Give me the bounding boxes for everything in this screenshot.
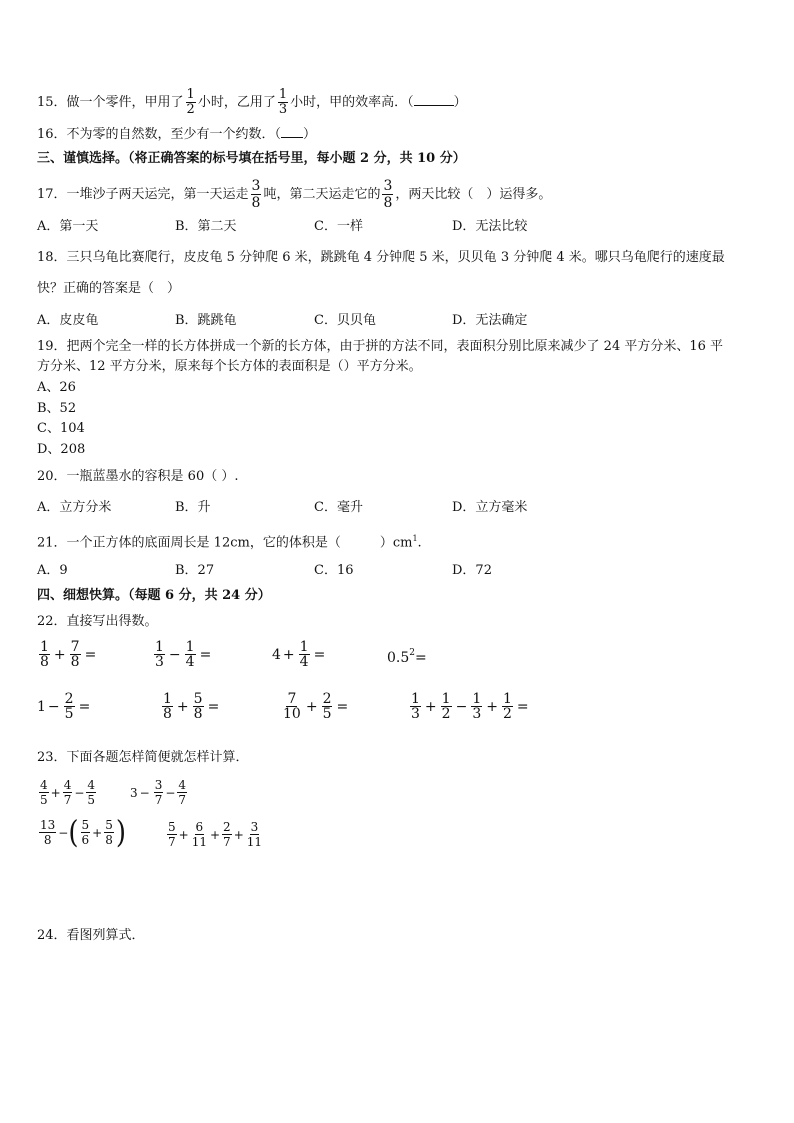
- option-a: A、26: [37, 380, 76, 395]
- answer-blank[interactable]: [281, 125, 303, 138]
- option-d: D．无法比较: [452, 219, 528, 234]
- option-c: C、104: [37, 421, 85, 436]
- option-a: A．9: [37, 563, 68, 578]
- question-22-title: 22．直接写出得数。: [37, 614, 158, 629]
- question-20: 20．一瓶蓝墨水的容积是 60（ ）.: [37, 469, 239, 484]
- option-c: C．贝贝龟: [314, 313, 376, 328]
- option-b: B、52: [37, 401, 77, 416]
- option-a: A．皮皮龟: [37, 313, 99, 328]
- question-23-title: 23．下面各题怎样简便就怎样计算．: [37, 750, 249, 765]
- fraction-3-8: $\frac{3}{8}$: [251, 178, 261, 211]
- expression: $\frac{1}{8}$ + $\frac{5}{8}$ =: [163, 691, 220, 722]
- question-18-line1: 18．三只乌龟比赛爬行，皮皮龟 5 分钟爬 6 米，跳跳龟 4 分钟爬 5 米，贝贝龟 3 分钟爬 4 米。哪只乌龟爬行的速度最: [37, 250, 725, 265]
- option-d: D．72: [452, 563, 492, 578]
- expression: 0.5 $^2$ =: [387, 648, 427, 666]
- option-d: D、208: [37, 442, 86, 457]
- expression: $\frac{1}{3}$ + $\frac{1}{2}$ − $\frac{1}{3}$ + $\frac{1}{2}$ =: [411, 691, 529, 722]
- option-c: C．一样: [314, 219, 363, 234]
- option-c: C．16: [314, 563, 354, 578]
- expression: $\frac{1}{8}$ + $\frac{7}{8}$ =: [40, 639, 97, 670]
- option-d: D．无法确定: [452, 313, 528, 328]
- answer-blank[interactable]: [414, 93, 454, 106]
- fraction-1-2: $\frac{1}{2}$: [186, 87, 195, 117]
- option-b: B．第二天: [175, 219, 237, 234]
- option-b: B．升: [175, 500, 211, 515]
- expression: 4 + $\frac{1}{4}$ =: [272, 639, 326, 670]
- expression: $\frac{1}{3}$ − $\frac{1}{4}$ =: [155, 639, 212, 670]
- expression: $\frac{7}{10}$ + $\frac{2}{5}$ =: [283, 691, 349, 722]
- option-b: B．跳跳龟: [175, 313, 237, 328]
- option-b: B．27: [175, 563, 215, 578]
- expression: $\frac{13}{8}$ − ( $\frac{5}{6}$ + $\frac{5}{8}$ ): [40, 814, 126, 851]
- expression: $\frac{4}{5}$ + $\frac{4}{7}$ − $\frac{4}{5}$: [40, 778, 96, 807]
- option-a: A．立方分米: [37, 500, 112, 515]
- section-4-heading: 四、细想快算。（每题 6 分，共 24 分）: [37, 588, 271, 603]
- option-a: A．第一天: [37, 219, 99, 234]
- question-15: 15．做一个零件，甲用了 $\frac{1}{2}$ 小时，乙用了 $\frac{1}{3}$ 小时，甲的效率高．（ ）: [37, 87, 467, 117]
- question-19-line1: 19．把两个完全一样的长方体拼成一个新的长方体，由于拼的方法不同，表面积分别比原来减少了 24 平方分米、16 平: [37, 339, 724, 354]
- question-18-line2: 快？正确的答案是（ ）: [37, 281, 181, 296]
- option-d: D．立方毫米: [452, 500, 528, 515]
- fraction-1-3: $\frac{1}{3}$: [278, 87, 288, 117]
- question-17: 17．一堆沙子两天运完，第一天运走 $\frac{3}{8}$ 吨，第二天运走它的 $\frac{3}{8}$ ，两天比较（ ）运得多。: [37, 178, 552, 211]
- question-21: 21．一个正方体的底面周长是 12cm，它的体积是（ ）$cm^1$.: [37, 534, 422, 551]
- expression: $\frac{5}{7}$ + $\frac{6}{11}$ + $\frac{2}{7}$ + $\frac{3}{11}$: [168, 820, 263, 849]
- expression: 3 − $\frac{3}{7}$ − $\frac{4}{7}$: [130, 778, 187, 807]
- option-c: C．毫升: [314, 500, 363, 515]
- section-3-heading: 三、谨慎选择。（将正确答案的标号填在括号里，每小题 2 分，共 10 分）: [37, 151, 466, 166]
- expression: 1 − $\frac{2}{5}$ =: [37, 691, 91, 722]
- fraction-3-8: $\frac{3}{8}$: [383, 178, 393, 211]
- question-24-title: 24．看图列算式．: [37, 928, 145, 943]
- question-19-line2: 方分米、12 平方分米，原来每个长方体的表面积是（）平方分米。: [37, 359, 422, 374]
- question-16: 16．不为零的自然数，至少有一个约数．（ ）: [37, 127, 317, 142]
